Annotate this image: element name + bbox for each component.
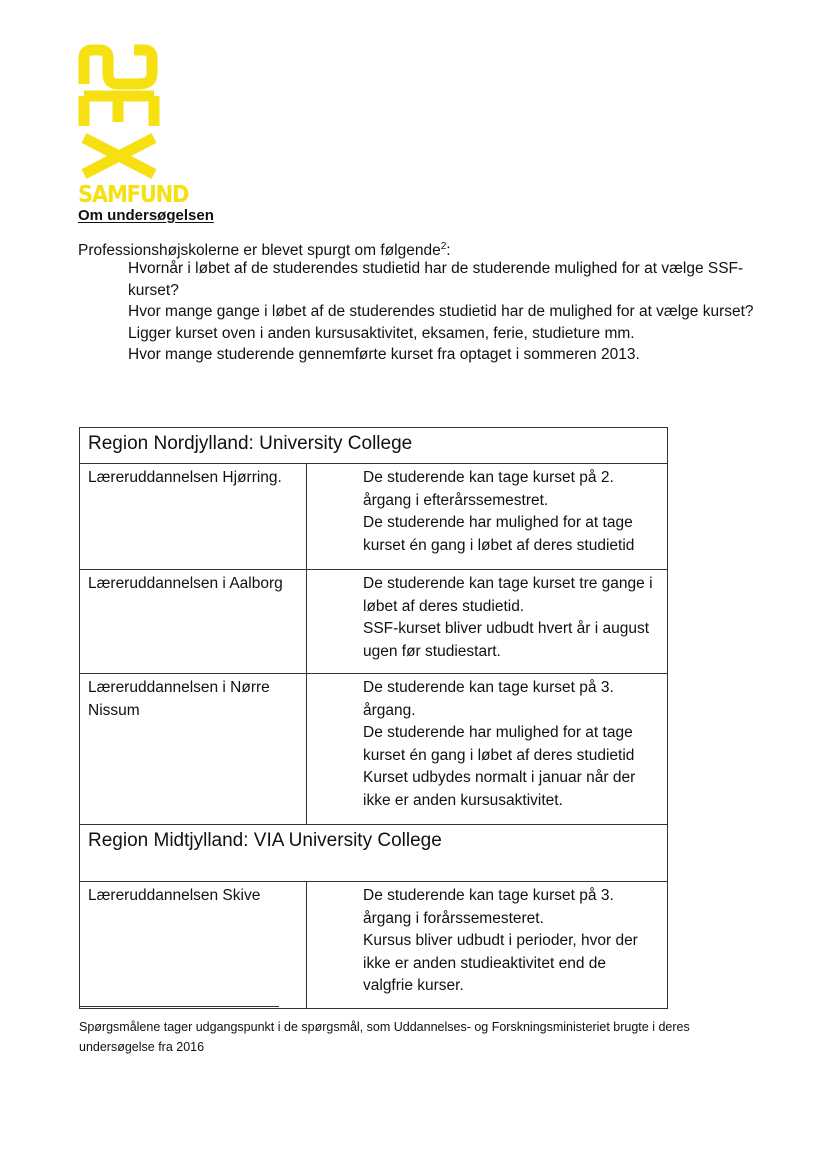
logo-wordmark: SAMFUND bbox=[78, 181, 189, 208]
region-name: Region Midtjylland: VIA University College bbox=[80, 825, 668, 882]
logo-letters-graphic bbox=[78, 44, 160, 179]
sex-samfund-logo bbox=[78, 44, 189, 214]
question-item: Hvornår i løbet af de studerendes studietid har de studerende mulighed for at vælge SSF-kurset? bbox=[128, 260, 744, 299]
question-list bbox=[128, 258, 768, 366]
school-name: Læreruddannelsen Skive bbox=[80, 882, 307, 1009]
question-item: Hvor mange studerende gennemførte kurset fra optaget i sommeren 2013. bbox=[128, 346, 640, 363]
section-heading: Om undersøgelsen bbox=[78, 207, 214, 224]
footnote-text: Spørgsmålene tager udgangspunkt i de spørgsmål, som Uddannelses- og Forskningsministeriet brugte i deres undersøgelse fra 2016 bbox=[79, 1020, 690, 1054]
description-line: De studerende kan tage kurset tre gange i løbet af deres studietid. bbox=[363, 575, 653, 615]
intro-colon: : bbox=[446, 242, 451, 260]
school-description bbox=[307, 464, 668, 570]
school-description bbox=[307, 570, 668, 674]
description-line: SSF-kurset bliver udbudt hvert år i august ugen før studiestart. bbox=[363, 620, 650, 660]
footnote-ref: 2 bbox=[440, 241, 447, 252]
school-name: Læreruddannelsen Hjørring. bbox=[80, 464, 307, 570]
description-line: Kursus bliver udbudt i perioder, hvor der ikke er anden studieaktivitet end de valgfrie kurser. bbox=[363, 932, 638, 994]
question-item: Hvor mange gange i løbet af de studerendes studietid har de mulighed for at vælge kurset? bbox=[128, 303, 754, 320]
description-line: Kurset udbydes normalt i januar når der ikke er anden kursusaktivitet. bbox=[363, 769, 636, 809]
school-name: Læreruddannelsen i Aalborg bbox=[80, 570, 307, 674]
school-name: Læreruddannelsen i Nørre Nissum bbox=[80, 674, 307, 825]
description-line: De studerende kan tage kurset på 2. årgang i efterårssemestret. bbox=[363, 469, 614, 509]
region-row bbox=[80, 825, 668, 882]
regions-table bbox=[79, 427, 668, 1009]
footnote-divider bbox=[79, 1006, 279, 1007]
table-row bbox=[80, 464, 668, 570]
description-line: De studerende har mulighed for at tage kurset én gang i løbet af deres studietid bbox=[363, 514, 635, 554]
table-row bbox=[80, 570, 668, 674]
table-row bbox=[80, 674, 668, 825]
question-item: Ligger kurset oven i anden kursusaktivitet, eksamen, ferie, studieture mm. bbox=[128, 324, 635, 342]
intro-sentence: Professionshøjskolerne er blevet spurgt om følgende bbox=[78, 242, 441, 260]
table-row bbox=[80, 882, 668, 1009]
region-row bbox=[80, 428, 668, 464]
region-name: Region Nordjylland: University College bbox=[80, 428, 668, 464]
description-line: De studerende kan tage kurset på 3. årgang. bbox=[363, 679, 614, 719]
school-description bbox=[307, 882, 668, 1009]
description-line: De studerende kan tage kurset på 3. årgang i forårssemesteret. bbox=[363, 887, 614, 927]
description-line: De studerende har mulighed for at tage kurset én gang i løbet af deres studietid bbox=[363, 724, 635, 764]
school-description bbox=[307, 674, 668, 825]
